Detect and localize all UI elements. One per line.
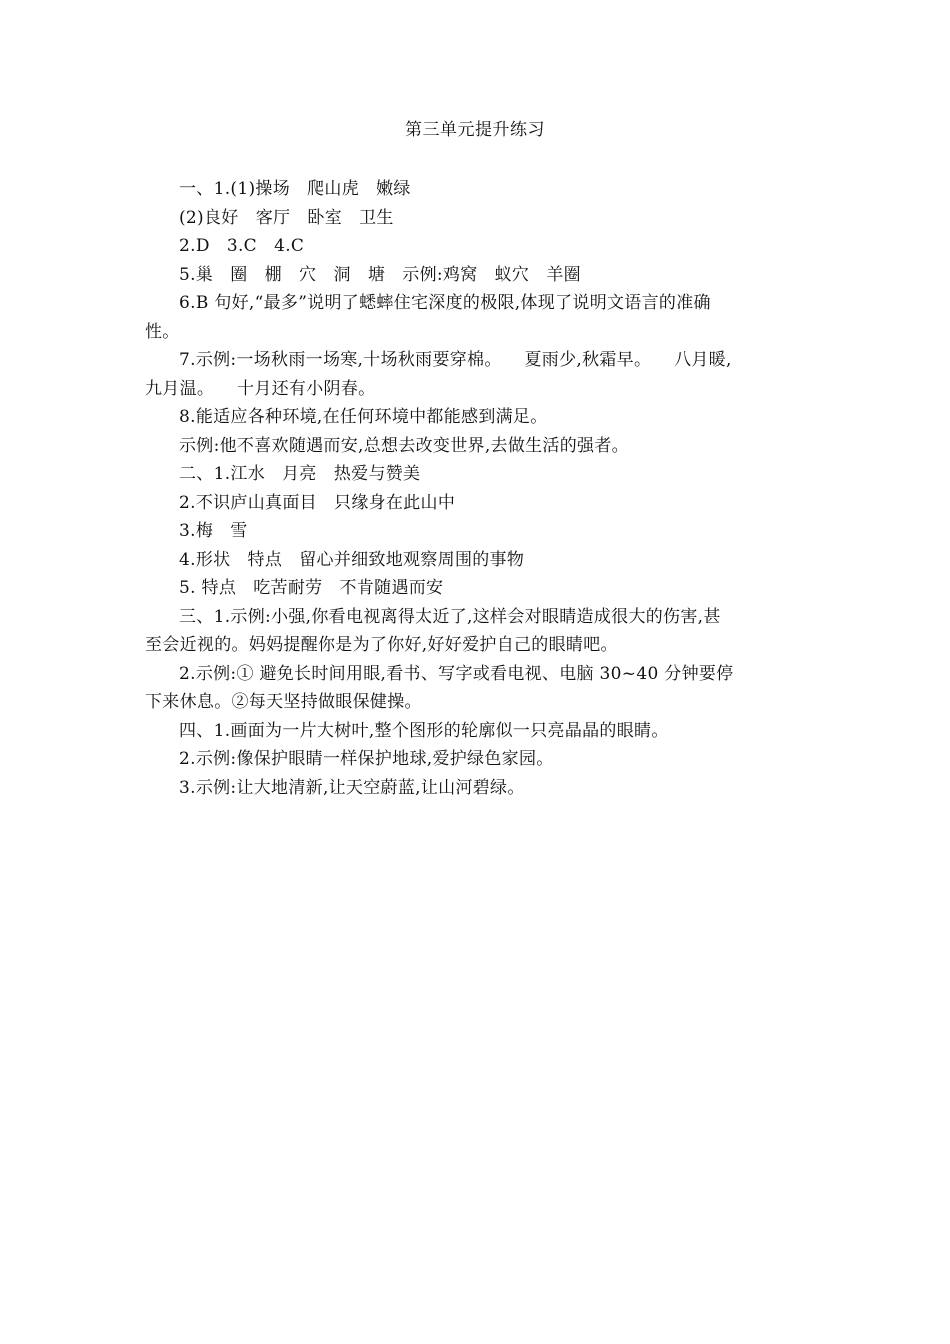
- answer-line: 2.示例:① 避免长时间用眼,看书、写字或看电视、电脑 30~40 分钟要停: [179, 663, 734, 684]
- answer-line: 三、1.示例:小强,你看电视离得太近了,这样会对眼睛造成很大的伤害,甚: [179, 606, 721, 627]
- answer-content: [145, 175, 800, 802]
- answer-line: 8.能适应各种环境,在任何环境中都能感到满足。: [179, 407, 548, 427]
- answer-line: 一、1.(1)操场 爬山虎 嫩绿: [179, 179, 411, 199]
- answer-line: 九月温。 十月还有小阴春。: [145, 378, 376, 399]
- page-title: 第三单元提升练习: [405, 120, 545, 140]
- answer-line: 2.示例:像保护眼睛一样保护地球,爱护绿色家园。: [179, 749, 554, 769]
- answer-line: 至会近视的。妈妈提醒你是为了你好,好好爱护自己的眼睛吧。: [145, 635, 618, 655]
- answer-line: 2.不识庐山真面目 只缘身在此山中: [179, 492, 456, 513]
- answer-line: 示例:他不喜欢随遇而安,总想去改变世界,去做生活的强者。: [179, 435, 629, 456]
- answer-line: 5.巢 圈 棚 穴 洞 塘 示例:鸡窝 蚁穴 羊圈: [179, 264, 581, 285]
- answer-line: 下来休息。②每天坚持做眼保健操。: [145, 692, 422, 712]
- answer-line: 3.梅 雪: [179, 521, 248, 541]
- answer-line: 2.D 3.C 4.C: [179, 236, 305, 256]
- answer-line: (2)良好 客厅 卧室 卫生: [179, 207, 394, 228]
- answer-line: 四、1.画面为一片大树叶,整个图形的轮廓似一只亮晶晶的眼睛。: [179, 720, 669, 741]
- answer-line: 6.B 句好,“最多”说明了蟋蟀住宅深度的极限,体现了说明文语言的准确: [179, 293, 711, 313]
- answer-line: 3.示例:让大地清新,让天空蔚蓝,让山河碧绿。: [179, 777, 525, 798]
- answer-line: 7.示例:一场秋雨一场寒,十场秋雨要穿棉。 夏雨少,秋霜早。 八月暖,: [179, 350, 732, 370]
- answer-line: 5. 特点 吃苦耐劳 不肯随遇而安: [179, 578, 444, 598]
- answer-line: 4.形状 特点 留心并细致地观察周围的事物: [179, 549, 525, 570]
- answer-line: 二、1.江水 月亮 热爱与赞美: [179, 464, 421, 484]
- answer-line: 性。: [145, 321, 180, 342]
